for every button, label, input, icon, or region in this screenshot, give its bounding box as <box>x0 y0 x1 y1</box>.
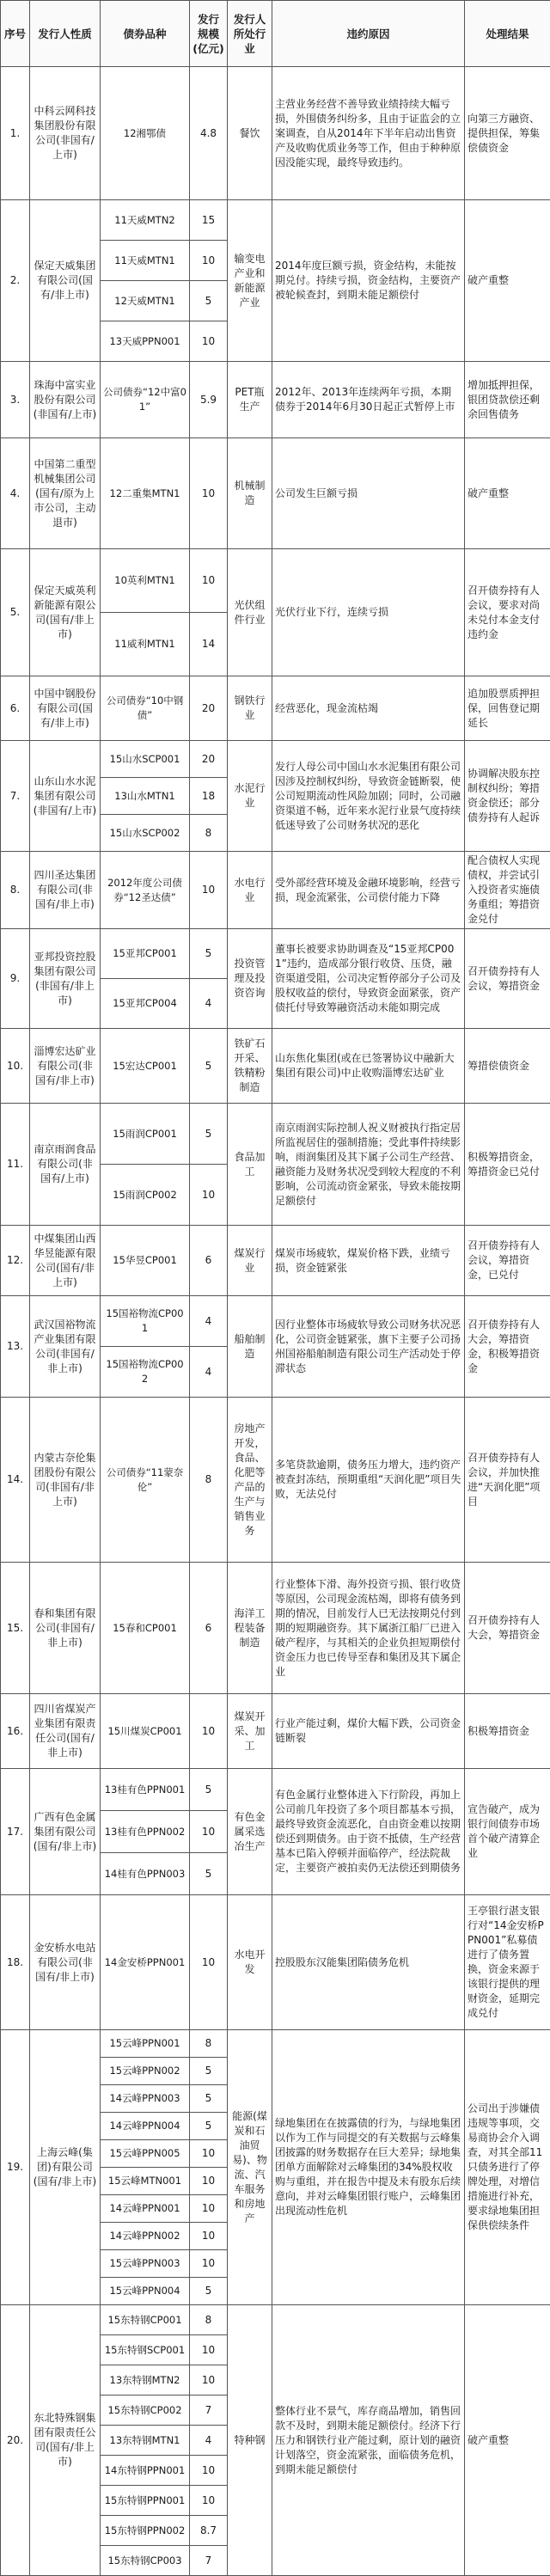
bond-amount-cell: 4 <box>190 2426 228 2456</box>
industry-cell: 煤炭开采、加工 <box>228 1694 272 1769</box>
bond-name-cell: 14云峰PPN001 <box>101 2195 190 2223</box>
table-row <box>1 2030 550 2058</box>
default-reason-cell: 发行人母公司中国山水水泥集团有限公司因涉及控制权纠纷，导致资金链断裂，使公司短期流动性风险加剧；同时，公司融资渠道不畅，近年来水泥行业景气度持续低迷导致了公司财务状况的恶化 <box>272 741 465 852</box>
bond-name-cell: 15国裕物流CP002 <box>101 1347 190 1398</box>
table-row <box>1 1769 550 1811</box>
bond-amount-cell: 10 <box>190 852 228 929</box>
bond-name-cell: 15云峰PPN005 <box>101 2140 190 2168</box>
outcome-cell: 召开债券持有人大会，筹措资金，积极筹措资金 <box>465 1296 550 1398</box>
default-reason-cell: 2014年度巨额亏损，资金结构，未能按期兑付。持续亏损，资金结构，主要资产被轮候查封，到期未能足额偿付 <box>272 200 465 362</box>
bond-name-cell: 15云峰PPN003 <box>101 2250 190 2278</box>
issuer-cell: 东北特殊钢集团有限责任公司(国有/非上市) <box>30 2305 101 2576</box>
case-number: 8. <box>1 852 30 929</box>
header-outcome: 处理结果 <box>465 1 550 67</box>
industry-cell: 能源(煤炭和石油贸易)、物流、汽车服务和房地产 <box>228 2030 272 2305</box>
industry-cell: 房地产开发，食品、化肥等产品的生产与销售业务 <box>228 1398 272 1563</box>
bond-name-cell: 15亚邦CP004 <box>101 979 190 1029</box>
bond-amount-cell: 10 <box>190 1895 228 2030</box>
header-row <box>1 1 550 67</box>
bond-name-cell: 11天威MTN1 <box>101 241 190 281</box>
industry-cell: 投资管理及投资咨询 <box>228 929 272 1029</box>
issuer-cell: 金安桥水电站有限公司(非国有/非上市) <box>30 1895 101 2030</box>
bond-name-cell: 15雨润CP002 <box>101 1165 190 1226</box>
issuer-cell: 珠海中富实业股份有限公司(非国有/上市) <box>30 362 101 438</box>
bond-name-cell: 13桂有色PPN001 <box>101 1769 190 1811</box>
bond-amount-cell: 4 <box>190 979 228 1029</box>
bond-amount-cell: 4 <box>190 1347 228 1398</box>
issuer-cell: 南京雨润食品有限公司(非国有/上市) <box>30 1104 101 1226</box>
issuer-cell: 内蒙古奈伦集团股份有限公司(非国有/非上市) <box>30 1398 101 1563</box>
issuer-cell: 广西有色金属集团有限公司(国有/非上市) <box>30 1769 101 1895</box>
default-reason-cell: 行业整体下滑、海外投资亏损、银行收贷等原因，公司现金流枯竭，即将有债务到期的情况，目前发行人已无法按期兑付到期的短期融资券。其下属浙江船厂已进入破产程序，与其相关的企业负担短期偿付资金压力也已传导至春和集团及其下属企业 <box>272 1563 465 1694</box>
bond-amount-cell: 5 <box>190 281 228 321</box>
issuer-cell: 中科云网科技集团股份有限公司(非国有/上市) <box>30 67 101 200</box>
industry-cell: 海洋工程装备制造 <box>228 1563 272 1694</box>
issuer-cell: 武汉国裕物流产业集团有限公司(非国有/非上市) <box>30 1296 101 1398</box>
industry-cell: 水电开发 <box>228 1895 272 2030</box>
default-reason-cell: 受外部经营环境及金融环境影响，经营亏损，现金流紧张，公司偿付能力下降 <box>272 852 465 929</box>
bond-amount-cell: 10 <box>190 2456 228 2486</box>
header-issuer-nature: 发行人性质 <box>30 1 101 67</box>
default-reason-cell: 光伏行业下行，连续亏损 <box>272 549 465 676</box>
bond-amount-cell: 7 <box>190 2546 228 2576</box>
table-row <box>1 1563 550 1694</box>
outcome-cell: 配合债权人实现债权，并尝试引入投资者实施债务重组；筹措资金兑付 <box>465 852 550 929</box>
bond-amount-cell: 10 <box>190 2365 228 2395</box>
table-row <box>1 1398 550 1563</box>
industry-cell: 输变电产业和新能源产业 <box>228 200 272 362</box>
outcome-cell: 召开债券持有人会议，筹措资金，已兑付 <box>465 1226 550 1296</box>
default-reason-cell: 南京雨润实际控制人祝义财被执行指定居所监视居住的强制措施；受此事件持续影响，雨润集团及其下属子公司生产经营、融资能力及财务状况受到较大程度的不利影响，公司流动资金紧张，导致未能按期足额偿付 <box>272 1104 465 1226</box>
bond-name-cell: 15山水SCP001 <box>101 741 190 778</box>
bond-amount-cell: 10 <box>190 2168 228 2195</box>
industry-cell: 钢铁行业 <box>228 676 272 741</box>
bond-amount-cell: 10 <box>190 1694 228 1769</box>
bond-amount-cell: 10 <box>190 1811 228 1853</box>
industry-cell: 有色金属采选冶生产 <box>228 1769 272 1895</box>
bond-name-cell: 15华昱CP001 <box>101 1226 190 1296</box>
bond-amount-cell: 6 <box>190 1563 228 1694</box>
outcome-cell: 积极筹措资金，筹措资金已兑付 <box>465 1104 550 1226</box>
issuer-cell: 山东山水水泥集团有限公司(非国有/上市) <box>30 741 101 852</box>
default-reason-cell: 煤炭市场疲软，煤炭价格下跌，业绩亏损，资金链紧张 <box>272 1226 465 1296</box>
bond-amount-cell: 5 <box>190 1769 228 1811</box>
outcome-cell: 破产重整 <box>465 438 550 549</box>
industry-cell: 水电行业 <box>228 852 272 929</box>
industry-cell: 食品加工 <box>228 1104 272 1226</box>
bond-amount-cell: 10 <box>190 2335 228 2365</box>
case-number: 3. <box>1 362 30 438</box>
bond-name-cell: 15云峰PPN001 <box>101 2030 190 2058</box>
case-number: 16. <box>1 1694 30 1769</box>
outcome-cell: 召开债券持有人会议，要求对尚未兑付本金支付违约金 <box>465 549 550 676</box>
bond-name-cell: 15国裕物流CP001 <box>101 1296 190 1347</box>
bond-amount-cell: 10 <box>190 2223 228 2250</box>
bond-name-cell: 11天威MTN2 <box>101 200 190 241</box>
bond-amount-cell: 6 <box>190 1226 228 1296</box>
case-number: 6. <box>1 676 30 741</box>
case-number: 7. <box>1 741 30 852</box>
outcome-cell: 王亭银行湛支银行对“14金安桥PPN001”私募债进行了债务置换，资金来源于该银行提供的理财资金，延期完成兑付 <box>465 1895 550 2030</box>
case-number: 2. <box>1 200 30 362</box>
table-row <box>1 852 550 929</box>
issuer-cell: 上海云峰(集团)有限公司(国有/非上市) <box>30 2030 101 2305</box>
bond-amount-cell: 5 <box>190 2113 228 2140</box>
bond-name-cell: 15川煤炭CP001 <box>101 1694 190 1769</box>
bond-amount-cell: 10 <box>190 438 228 549</box>
outcome-cell: 积极筹措资金 <box>465 1694 550 1769</box>
issuer-cell: 中煤集团山西华昱能源有限公司(国有/非上市) <box>30 1226 101 1296</box>
bond-amount-cell: 5 <box>190 1853 228 1895</box>
bond-name-cell: 15东特钢PPN001 <box>101 2486 190 2516</box>
default-reason-cell: 绿地集团在在披露债的行为，与绿地集团以作为工作与同提交的有关数据与云峰集团披露的财务数据存在巨大差异；绿地集团单方面解除对云峰集团的34%股权收购与重组，并在报告中提及未有股东后续意向，并对云峰集团银行账户，云峰集团出现流动性危机 <box>272 2030 465 2305</box>
bond-name-cell: 14云峰PPN002 <box>101 2223 190 2250</box>
case-number: 13. <box>1 1296 30 1398</box>
bond-name-cell: 13天威PPN001 <box>101 321 190 362</box>
header-no: 序号 <box>1 1 30 67</box>
bond-amount-cell: 10 <box>190 2195 228 2223</box>
case-number: 20. <box>1 2305 30 2576</box>
outcome-cell: 召开债券持有人大会，筹措资金 <box>465 1563 550 1694</box>
industry-cell: 煤炭行业 <box>228 1226 272 1296</box>
bond-name-cell: 13桂有色PPN002 <box>101 1811 190 1853</box>
default-reason-cell: 山东焦化集团(或在已签署协议中融新大集团有限公司)中止收购淄博宏达矿业 <box>272 1029 465 1104</box>
case-number: 15. <box>1 1563 30 1694</box>
table-row <box>1 1296 550 1347</box>
industry-cell: 机械制造 <box>228 438 272 549</box>
issuer-cell: 保定天威集团有限公司(国有/非上市) <box>30 200 101 362</box>
default-reason-cell: 董事长被要求协助调查及“15亚邦CP001”违约，造成部分银行收贷、压贷，融资渠道受阻，公司决定暂停部分子公司及股权收益的偿付，导致资金面紧张，资产债托付导致筹融资活动未能如期完成 <box>272 929 465 1029</box>
table-row <box>1 1694 550 1769</box>
bond-name-cell: 13东特钢MTN2 <box>101 2365 190 2395</box>
bond-amount-cell: 20 <box>190 676 228 741</box>
bond-amount-cell: 5 <box>190 929 228 979</box>
outcome-cell: 召开债券持有人会议，筹措资金 <box>465 929 550 1029</box>
bond-amount-cell: 15 <box>190 200 228 241</box>
case-number: 17. <box>1 1769 30 1895</box>
bond-amount-cell: 10 <box>190 2140 228 2168</box>
bond-amount-cell: 20 <box>190 741 228 778</box>
table-row <box>1 1895 550 2030</box>
bond-amount-cell: 8 <box>190 2030 228 2058</box>
default-reason-cell: 经营恶化，现金流枯竭 <box>272 676 465 741</box>
case-number: 9. <box>1 929 30 1029</box>
header-issue-size: 发行规模(亿元) <box>190 1 228 67</box>
bond-amount-cell: 8 <box>190 815 228 852</box>
table-row <box>1 549 550 613</box>
outcome-cell: 破产重整 <box>465 2305 550 2576</box>
table-row <box>1 1226 550 1296</box>
table-row <box>1 1029 550 1104</box>
bond-name-cell: 15云峰MTN001 <box>101 2168 190 2195</box>
outcome-cell: 协调解决股东控制权纠纷；筹措资金偿还；部分债券持有人起诉 <box>465 741 550 852</box>
issuer-cell: 中国第二重型机械集团公司(国有/原为上市公司，主动退市) <box>30 438 101 549</box>
industry-cell: 船舶制造 <box>228 1296 272 1398</box>
bond-amount-cell: 10 <box>190 2250 228 2278</box>
default-reason-cell: 2012年、2013年连续两年亏损，本期债券于2014年6月30日起正式暂停上市 <box>272 362 465 438</box>
bond-name-cell: 15亚邦CP001 <box>101 929 190 979</box>
bond-amount-cell: 4.8 <box>190 67 228 200</box>
bond-name-cell: 15山水SCP002 <box>101 815 190 852</box>
bond-name-cell: 10英利MTN1 <box>101 549 190 613</box>
bond-name-cell: 14东特钢PPN001 <box>101 2456 190 2486</box>
issuer-cell: 亚邦投资控股集团有限公司(非国有/非上市) <box>30 929 101 1029</box>
issuer-cell: 淄博宏达矿业有限公司(非国有/非上市) <box>30 1029 101 1104</box>
bond-amount-cell: 5 <box>190 1104 228 1165</box>
outcome-cell: 破产重整 <box>465 200 550 362</box>
bond-amount-cell: 5 <box>190 2085 228 2113</box>
default-reason-cell: 整体行业不景气，库存商品增加，销售回款不及时，到期未能足额偿付。经济下行压力和钢铁行业产能过剩，原计划的融资计划落空，资金流紧张，面临债务危机，到期未能足额偿付 <box>272 2305 465 2576</box>
bond-amount-cell: 5 <box>190 2278 228 2305</box>
case-number: 19. <box>1 2030 30 2305</box>
bond-name-cell: 公司债券“12中富01” <box>101 362 190 438</box>
industry-cell: 光伏组件行业 <box>228 549 272 676</box>
bond-amount-cell: 10 <box>190 241 228 281</box>
table-row <box>1 2305 550 2335</box>
default-reason-cell: 控股股东汉能集团陷债务危机 <box>272 1895 465 2030</box>
industry-cell: 特种钢 <box>228 2305 272 2576</box>
case-number: 12. <box>1 1226 30 1296</box>
industry-cell: 铁矿石开采、铁精粉制造 <box>228 1029 272 1104</box>
outcome-cell: 公司出于涉嫌债违规等事项，交易商协会介入调查，对其全部11只债务进行了停牌处理，对增信措施进行补充，要求绿地集团担保供偿续条件 <box>465 2030 550 2305</box>
outcome-cell: 追加股票质押担保，回售登记期延长 <box>465 676 550 741</box>
bond-amount-cell: 5.9 <box>190 362 228 438</box>
table-row <box>1 929 550 979</box>
bond-name-cell: 15东特钢PPN002 <box>101 2516 190 2546</box>
bond-amount-cell: 7 <box>190 2395 228 2426</box>
table-row <box>1 438 550 549</box>
case-number: 10. <box>1 1029 30 1104</box>
bond-name-cell: 13山水MTN1 <box>101 778 190 815</box>
bond-name-cell: 14桂有色PPN003 <box>101 1853 190 1895</box>
bond-name-cell: 15宏达CP001 <box>101 1029 190 1104</box>
case-number: 18. <box>1 1895 30 2030</box>
bond-name-cell: 15云峰PPN002 <box>101 2058 190 2085</box>
bond-amount-cell: 4 <box>190 1296 228 1347</box>
bond-name-cell: 15春和CP001 <box>101 1563 190 1694</box>
bond-amount-cell: 5 <box>190 1029 228 1104</box>
issuer-cell: 中国中钢股份有限公司(国有/非上市) <box>30 676 101 741</box>
table-row <box>1 1104 550 1165</box>
industry-cell: 水泥行业 <box>228 741 272 852</box>
table-row <box>1 741 550 778</box>
table-row <box>1 676 550 741</box>
header-default-reason: 违约原因 <box>272 1 465 67</box>
bond-name-cell: 公司债券“10中钢债” <box>101 676 190 741</box>
table-row <box>1 362 550 438</box>
bond-amount-cell: 5 <box>190 2058 228 2085</box>
bond-name-cell: 11威利MTN1 <box>101 613 190 676</box>
outcome-cell: 召开债券持有人会议，并加快推进“天润化肥”项目 <box>465 1398 550 1563</box>
bond-amount-cell: 10 <box>190 2486 228 2516</box>
bond-name-cell: 2012年度公司债券“12圣达债” <box>101 852 190 929</box>
bond-name-cell: 13东特钢MTN1 <box>101 2426 190 2456</box>
bond-amount-cell: 14 <box>190 613 228 676</box>
case-number: 1. <box>1 67 30 200</box>
case-number: 14. <box>1 1398 30 1563</box>
default-reason-cell: 公司发生巨额亏损 <box>272 438 465 549</box>
bond-name-cell: 15云峰PPN004 <box>101 2278 190 2305</box>
bond-name-cell: 公司债券“11蒙奈伦” <box>101 1398 190 1563</box>
bond-name-cell: 15东特钢CP001 <box>101 2305 190 2335</box>
bond-name-cell: 12二重集MTN1 <box>101 438 190 549</box>
outcome-cell: 向第三方融资、提供担保，筹集偿债资金 <box>465 67 550 200</box>
default-reason-cell: 有色金属行业整体进入下行阶段，再加上公司前几年投资了多个项目都基本亏损，最终导致资金流恶化，自由资金难以按期偿还到期债务。由于资不抵债，生产经营基本已陷入停顿并面临停产，经法院裁定，主要资产被拍卖仍无法偿还到期债务 <box>272 1769 465 1895</box>
industry-cell: 餐饮 <box>228 67 272 200</box>
issuer-cell: 四川圣达集团有限公司(非国有/非上市) <box>30 852 101 929</box>
bond-name-cell: 15雨润CP001 <box>101 1104 190 1165</box>
case-number: 4. <box>1 438 30 549</box>
outcome-cell: 宣告破产，成为银行间债券市场首个破产清算企业 <box>465 1769 550 1895</box>
default-reason-cell: 行业产能过剩，煤价大幅下跌，公司资金链断裂 <box>272 1694 465 1769</box>
header-industry: 发行人所处行业 <box>228 1 272 67</box>
issuer-cell: 春和集团有限公司(非国有/非上市) <box>30 1563 101 1694</box>
bond-amount-cell: 8 <box>190 1398 228 1563</box>
bond-name-cell: 15东特钢SCP001 <box>101 2335 190 2365</box>
outcome-cell: 筹措偿债资金 <box>465 1029 550 1104</box>
bond-name-cell: 12湘鄂债 <box>101 67 190 200</box>
bond-name-cell: 14云峰PPN004 <box>101 2113 190 2140</box>
default-reason-cell: 主营业务经营不善导致业绩持续大幅亏损，外围债务纠纷多，且由于证监会的立案调查，自从2014年下半年启动出售资产及收购优质业务等工作，但由于种种原因没能实现，最终导致违约。 <box>272 67 465 200</box>
bond-amount-cell: 8.7 <box>190 2516 228 2546</box>
table-row <box>1 67 550 200</box>
industry-cell: PET瓶生产 <box>228 362 272 438</box>
bond-name-cell: 15东特钢CP003 <box>101 2546 190 2576</box>
issuer-cell: 保定天威英利新能源有限公司(国有/非上市) <box>30 549 101 676</box>
outcome-cell: 增加抵押担保，银团贷款偿还剩余回售债务 <box>465 362 550 438</box>
bond-amount-cell: 10 <box>190 321 228 362</box>
bond-name-cell: 15东特钢CP002 <box>101 2395 190 2426</box>
header-bond-type: 债券品种 <box>101 1 190 67</box>
bond-name-cell: 12天威MTN1 <box>101 281 190 321</box>
bond-name-cell: 14云峰PPN003 <box>101 2085 190 2113</box>
default-reason-cell: 因行业整体市场疲软导致公司财务状况恶化，公司资金链紧张，旗下主要子公司扬州国裕船舶制造有限公司生产活动处于停滞状态 <box>272 1296 465 1398</box>
table-row <box>1 200 550 241</box>
case-number: 11. <box>1 1104 30 1226</box>
bond-amount-cell: 10 <box>190 549 228 613</box>
default-reason-cell: 多笔贷款逾期，债务压力增大，违约资产被查封冻结，预期重组“天润化肥”项目失败，无法兑付 <box>272 1398 465 1563</box>
bond-amount-cell: 10 <box>190 1165 228 1226</box>
bond-name-cell: 14金安桥PPN001 <box>101 1895 190 2030</box>
issuer-cell: 四川省煤炭产业集团有限责任公司(国有/非上市) <box>30 1694 101 1769</box>
bond-amount-cell: 8 <box>190 2305 228 2335</box>
bond-amount-cell: 18 <box>190 778 228 815</box>
case-number: 5. <box>1 549 30 676</box>
